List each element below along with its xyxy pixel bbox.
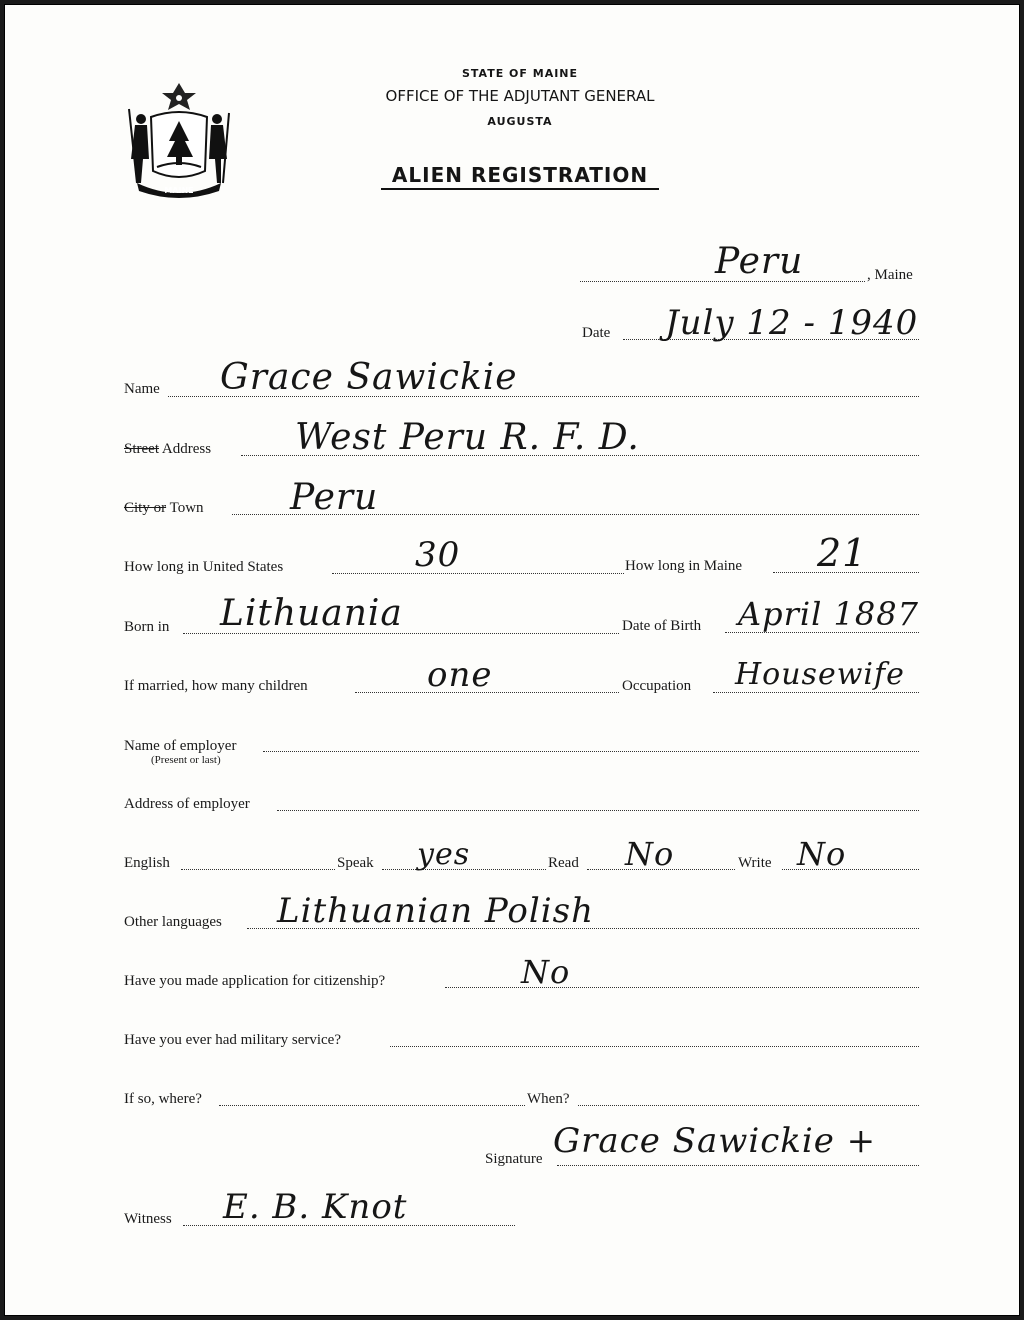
state-heading: STATE OF MAINE	[461, 67, 579, 80]
town-header-value: Peru	[715, 241, 804, 282]
address-value: West Peru R. F. D.	[295, 417, 640, 458]
english-line	[181, 869, 335, 870]
where-line	[219, 1105, 525, 1106]
occupation-label: Occupation	[622, 678, 692, 694]
registration-form	[4, 4, 1020, 1316]
children-label: If married, how many children	[124, 678, 308, 694]
born-in-label: Born in	[124, 619, 170, 635]
citizenship-line	[445, 987, 919, 988]
employer-name-line	[263, 751, 919, 752]
maine-state-seal	[123, 79, 235, 205]
name-value: Grace Sawickie	[220, 357, 518, 398]
occupation-line	[713, 692, 919, 693]
seal-banner-text: MAINE	[164, 186, 194, 195]
military-label: Have you ever had military service?	[124, 1032, 341, 1048]
write-label: Write	[738, 855, 772, 871]
maine-suffix: , Maine	[867, 267, 913, 283]
speak-value: yes	[417, 837, 471, 872]
english-label: English	[124, 855, 170, 871]
citizenship-label: Have you made application for citizenship?	[124, 973, 386, 989]
town-label-text: Town	[166, 500, 204, 516]
witness-value: E. B. Knot	[223, 1187, 408, 1227]
military-line	[390, 1046, 919, 1047]
signature-line	[557, 1165, 919, 1166]
how-long-us-line	[332, 573, 624, 574]
town-value: Peru	[290, 477, 379, 518]
how-long-us-value: 30	[415, 535, 461, 575]
form-title: ALIEN REGISTRATION	[391, 163, 649, 187]
date-of-birth-value: April 1887	[738, 595, 919, 633]
city-struck-label: City or	[124, 500, 167, 516]
when-label: When?	[527, 1091, 570, 1107]
children-value: one	[427, 655, 493, 695]
other-languages-value: Lithuanian Polish	[277, 891, 594, 931]
how-long-maine-label: How long in Maine	[625, 558, 743, 574]
where-label: If so, where?	[124, 1091, 202, 1107]
occupation-value: Housewife	[735, 657, 905, 692]
speak-label: Speak	[337, 855, 374, 871]
signature-label: Signature	[485, 1151, 543, 1167]
street-struck-label: Street	[124, 441, 159, 457]
date-value: July 12 - 1940	[665, 303, 919, 343]
other-languages-label: Other languages	[124, 914, 222, 930]
address-label	[124, 441, 211, 458]
signature-value: Grace Sawickie +	[553, 1121, 877, 1161]
address-label-text: Address	[159, 441, 212, 457]
employer-name-label: Name of employer	[124, 738, 237, 754]
employer-name-note: (Present or last)	[151, 754, 221, 766]
town-label	[124, 500, 204, 517]
city-heading: AUGUSTA	[487, 115, 553, 128]
witness-label: Witness	[124, 1211, 172, 1227]
born-in-value: Lithuania	[220, 593, 403, 634]
read-value: No	[625, 835, 675, 873]
how-long-maine-value: 21	[817, 531, 868, 575]
name-label: Name	[124, 381, 160, 397]
date-label: Date	[582, 325, 611, 341]
when-line	[578, 1105, 919, 1106]
employer-address-label: Address of employer	[124, 796, 250, 812]
employer-address-line	[277, 810, 919, 811]
write-value: No	[797, 835, 847, 873]
citizenship-value: No	[521, 953, 571, 991]
read-label: Read	[548, 855, 579, 871]
title-underline	[381, 188, 659, 190]
date-of-birth-label: Date of Birth	[622, 618, 702, 634]
how-long-us-label: How long in United States	[124, 559, 284, 575]
office-heading: OFFICE OF THE ADJUTANT GENERAL	[385, 87, 655, 105]
